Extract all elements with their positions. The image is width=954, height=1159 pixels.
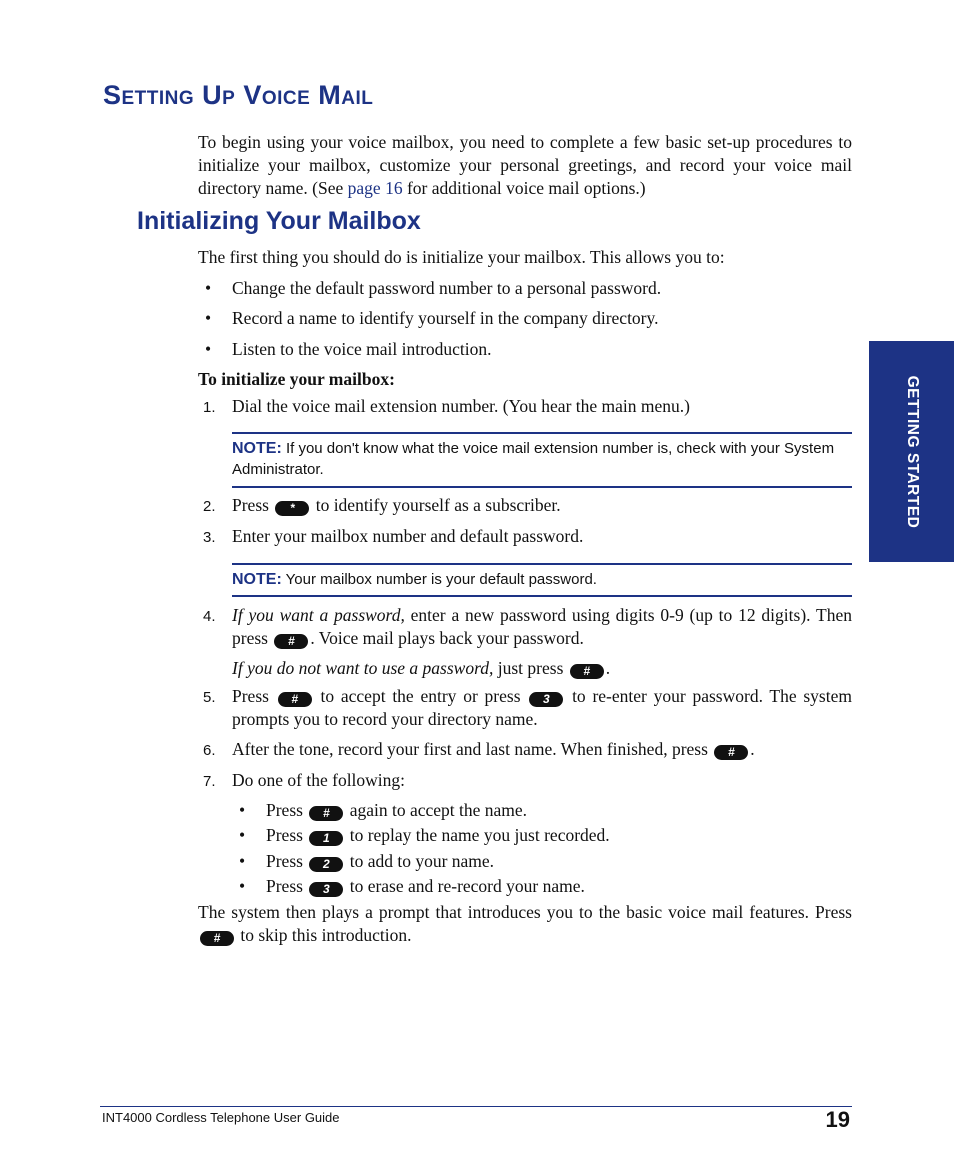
list-item-text: again to accept the name. [345, 800, 528, 820]
intro-text: To begin using your voice mailbox, you need to complete a few basic set-up procedures to initialize your mailbox, customize your personal greetings, and record your voice mail directory name. (See [198, 132, 852, 198]
list-item [205, 307, 659, 330]
step-text: Press [232, 495, 274, 515]
list-item-text: to add to your name. [345, 851, 495, 871]
step-condition: If you do not want to use a password, [232, 658, 494, 678]
step-text: enter a new password using digits 0-9 (up to 12 digits). Then press [232, 605, 852, 648]
footer-divider [100, 1106, 852, 1107]
note-text: If you don't know what the voice mail extension number is, check with your System Administrator. [232, 440, 835, 478]
list-item-text: Press [266, 876, 308, 896]
step-text: . [750, 739, 755, 759]
note-label: NOTE: [232, 440, 282, 457]
bullet-glyph: • [239, 800, 246, 820]
step-number: 2. [203, 498, 216, 515]
lead-text: The first thing you should do is initialize your mailbox. This allows you to: [198, 247, 725, 267]
section-side-tab [869, 341, 954, 562]
hash-key-icon: # [309, 806, 343, 821]
step-text: to identify yourself as a subscriber. [311, 495, 561, 515]
list-item-text: Press [266, 851, 308, 871]
three-key-icon: 3 [309, 882, 343, 897]
step-text: Press [232, 686, 276, 706]
list-item-text: to replay the name you just recorded. [345, 825, 610, 845]
step-4-alternative [232, 657, 610, 680]
list-item-text: Press [266, 800, 308, 820]
step-text: Enter your mailbox number and default password. [232, 526, 584, 546]
step-text: just press [493, 658, 568, 678]
step-text: to accept the entry or press [313, 686, 528, 706]
closing-text: The system then plays a prompt that introduces you to the basic voice mail features. Press [198, 902, 852, 922]
hash-key-icon: # [200, 931, 234, 946]
bullet-glyph: • [205, 308, 212, 328]
star-key-icon: * [275, 501, 309, 516]
list-item-text: Record a name to identify yourself in the company directory. [232, 308, 659, 328]
page-title: Setting Up Voice Mail [103, 80, 374, 110]
step-condition: If you want a password, [232, 605, 405, 625]
bullet-glyph: • [205, 339, 212, 359]
list-item-text: Change the default password number to a personal password. [232, 278, 662, 298]
section-heading: Initializing Your Mailbox [137, 207, 421, 235]
step-number: 3. [203, 529, 216, 546]
list-item-text: Press [266, 825, 308, 845]
bullet-glyph: • [205, 278, 212, 298]
hash-key-icon: # [570, 664, 604, 679]
step-number: 7. [203, 773, 216, 790]
one-key-icon: 1 [309, 831, 343, 846]
bullet-glyph: • [239, 825, 246, 845]
step-4 [203, 604, 852, 650]
list-item [239, 850, 495, 873]
closing-text: to skip this introduction. [236, 925, 412, 945]
step-text: Do one of the following: [232, 770, 406, 790]
page-number: 19 [825, 1107, 850, 1132]
list-item [239, 799, 528, 822]
three-key-icon: 3 [529, 692, 563, 707]
step-number: 5. [203, 689, 216, 706]
note-text: Your mailbox number is your default password. [281, 571, 597, 588]
closing-paragraph [198, 901, 852, 947]
step-number: 1. [203, 399, 216, 416]
bullet-glyph: • [239, 851, 246, 871]
note-box [232, 432, 852, 488]
two-key-icon: 2 [309, 857, 343, 872]
intro-text-end: for additional voice mail options.) [402, 178, 646, 198]
step-number: 4. [203, 608, 216, 625]
note-box [232, 563, 852, 597]
step-text: to re-enter your password. The system prompts you to record your directory name. [232, 686, 852, 729]
side-tab-label: GETTING STARTED [903, 375, 921, 528]
step-1 [203, 395, 690, 418]
footer-title: INT4000 Cordless Telephone User Guide [102, 1110, 340, 1125]
page-16-link[interactable]: page 16 [347, 178, 403, 198]
step-2 [203, 494, 561, 517]
step-text: . [605, 658, 611, 678]
step-5 [203, 685, 852, 731]
hash-key-icon: # [714, 745, 748, 760]
hash-key-icon: # [278, 692, 312, 707]
hash-key-icon: # [274, 634, 308, 649]
list-item [239, 824, 610, 847]
step-3 [203, 525, 584, 548]
list-item [205, 277, 662, 300]
list-item [239, 875, 585, 898]
intro-paragraph [198, 131, 852, 200]
step-6 [203, 738, 755, 761]
step-number: 6. [203, 742, 216, 759]
step-7 [203, 769, 406, 792]
step-text: After the tone, record your first and last name. When finished, press [232, 739, 713, 759]
procedure-title: To initialize your mailbox: [198, 369, 395, 389]
list-item-text: Listen to the voice mail introduction. [232, 339, 492, 359]
bullet-glyph: • [239, 876, 246, 896]
list-item-text: to erase and re-record your name. [345, 876, 585, 896]
step-text: Dial the voice mail extension number. (You hear the main menu.) [232, 396, 690, 416]
note-label: NOTE: [232, 571, 282, 588]
step-text: . Voice mail plays back your password. [310, 628, 584, 648]
list-item [205, 338, 492, 361]
